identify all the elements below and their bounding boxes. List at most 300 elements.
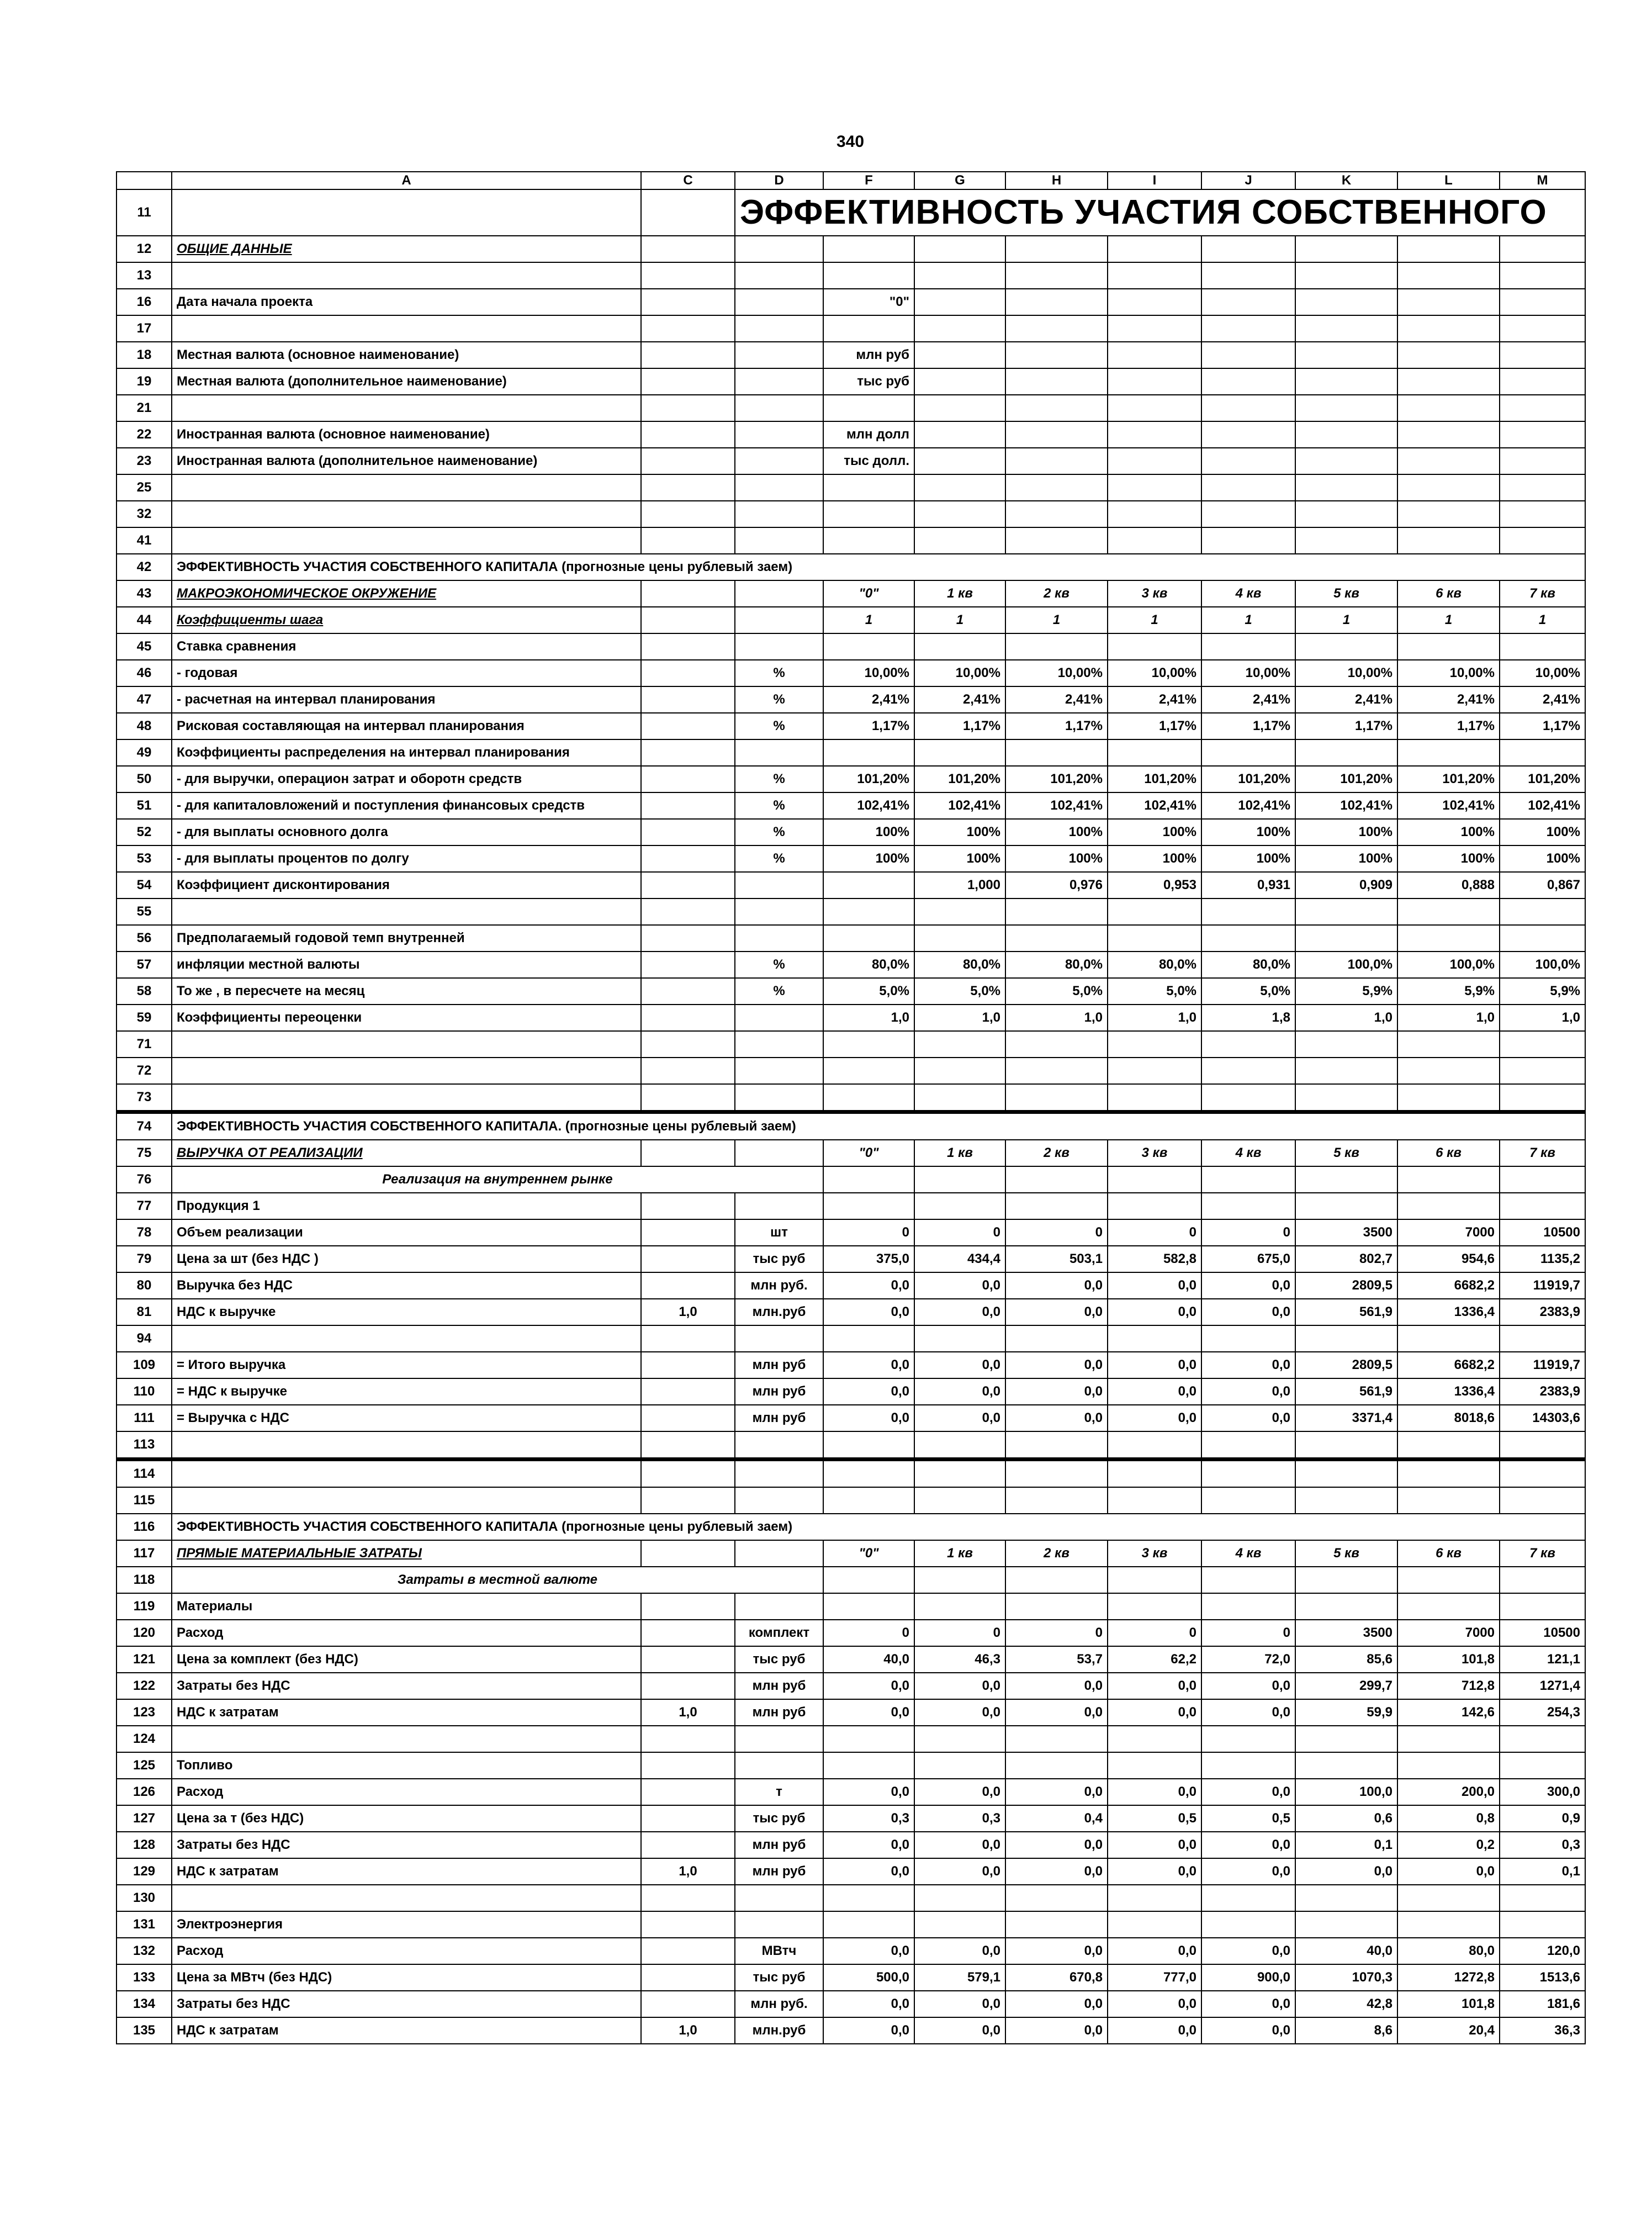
cell-d[interactable]: %: [735, 766, 823, 792]
cell-value[interactable]: [823, 1567, 914, 1593]
period-header[interactable]: 2 кв: [1005, 1540, 1108, 1567]
cell-value[interactable]: [1108, 501, 1201, 527]
cell-value[interactable]: 712,8: [1397, 1673, 1500, 1699]
cell-value[interactable]: 0,0: [1201, 1405, 1295, 1431]
cell-value[interactable]: 101,20%: [823, 766, 914, 792]
cell-value[interactable]: 0,0: [1005, 1832, 1108, 1858]
row-number[interactable]: 94: [117, 1325, 172, 1352]
cell-c[interactable]: [641, 1964, 735, 1991]
cell-value[interactable]: [1500, 501, 1585, 527]
cell-value[interactable]: 7000: [1397, 1219, 1500, 1246]
cell-value[interactable]: [1005, 1431, 1108, 1460]
cell-value[interactable]: [823, 633, 914, 660]
cell-value[interactable]: [1201, 474, 1295, 501]
cell-value[interactable]: 10500: [1500, 1219, 1585, 1246]
cell-value[interactable]: 500,0: [823, 1964, 914, 1991]
cell-a[interactable]: То же , в пересчете на месяц: [172, 978, 641, 1005]
cell-value[interactable]: 0,6: [1295, 1805, 1397, 1832]
cell-value[interactable]: [1201, 633, 1295, 660]
column-header-c[interactable]: C: [641, 172, 735, 189]
cell-d[interactable]: [735, 1885, 823, 1911]
cell-f[interactable]: тыс долл.: [823, 448, 914, 474]
cell-value[interactable]: [1005, 925, 1108, 952]
cell-a[interactable]: инфляции местной валюты: [172, 952, 641, 978]
row-number[interactable]: 130: [117, 1885, 172, 1911]
cell-c[interactable]: 1,0: [641, 1299, 735, 1325]
row-number[interactable]: 75: [117, 1140, 172, 1166]
cell-value[interactable]: [1005, 1752, 1108, 1779]
cell-value[interactable]: [914, 898, 1005, 925]
row-number[interactable]: 81: [117, 1299, 172, 1325]
cell-value[interactable]: 0,0: [1108, 1299, 1201, 1325]
cell-d[interactable]: МВтч: [735, 1938, 823, 1964]
cell-value[interactable]: [1500, 1058, 1585, 1084]
cell-a[interactable]: Коэффициенты распределения на интервал планирования: [172, 739, 641, 766]
cell-a[interactable]: НДС к выручке: [172, 1299, 641, 1325]
column-header-h[interactable]: H: [1005, 172, 1108, 189]
cell-value[interactable]: [1295, 527, 1397, 554]
cell-c[interactable]: [641, 1646, 735, 1673]
cell-a[interactable]: НДС к затратам: [172, 1699, 641, 1726]
cell-value[interactable]: [1397, 315, 1500, 342]
cell-c[interactable]: [641, 1673, 735, 1699]
cell-value[interactable]: 0: [1108, 1219, 1201, 1246]
column-header-d[interactable]: D: [735, 172, 823, 189]
cell-a[interactable]: Выручка без НДС: [172, 1272, 641, 1299]
cell-value[interactable]: [1295, 1911, 1397, 1938]
row-number[interactable]: 116: [117, 1514, 172, 1540]
cell-d[interactable]: [735, 421, 823, 448]
cell-value[interactable]: [1500, 236, 1585, 262]
cell-value[interactable]: 1,17%: [914, 713, 1005, 739]
period-header[interactable]: 5 кв: [1295, 1140, 1397, 1166]
cell-value[interactable]: 20,4: [1397, 2017, 1500, 2044]
period-header[interactable]: 6 кв: [1397, 1540, 1500, 1567]
column-header-i[interactable]: I: [1108, 172, 1201, 189]
row-number[interactable]: 135: [117, 2017, 172, 2044]
cell-value[interactable]: [1397, 448, 1500, 474]
cell-value[interactable]: 3500: [1295, 1219, 1397, 1246]
cell-value[interactable]: [914, 474, 1005, 501]
cell-value[interactable]: 5,0%: [1108, 978, 1201, 1005]
cell-value[interactable]: 100%: [1500, 819, 1585, 845]
cell-value[interactable]: [1397, 1031, 1500, 1058]
cell-value[interactable]: [1500, 1460, 1585, 1488]
section-title[interactable]: ЭФФЕКТИВНОСТЬ УЧАСТИЯ СОБСТВЕННОГО КАПИТАЛА. (прогнозные цены рублевый заем): [172, 1112, 1585, 1140]
cell-value[interactable]: [1295, 395, 1397, 421]
cell-value[interactable]: [1397, 1058, 1500, 1084]
row-number[interactable]: 76: [117, 1166, 172, 1193]
cell-a[interactable]: [172, 898, 641, 925]
cell-value[interactable]: [1397, 1752, 1500, 1779]
cell-d[interactable]: млн руб: [735, 1378, 823, 1405]
column-header-g[interactable]: G: [914, 172, 1005, 189]
cell-c[interactable]: [641, 1140, 735, 1166]
row-number[interactable]: 110: [117, 1378, 172, 1405]
cell-value[interactable]: 101,8: [1397, 1646, 1500, 1673]
cell-value[interactable]: [1500, 527, 1585, 554]
cell-c[interactable]: [641, 527, 735, 554]
cell-c[interactable]: [641, 342, 735, 368]
cell-c[interactable]: [641, 819, 735, 845]
row-number[interactable]: 123: [117, 1699, 172, 1726]
cell-value[interactable]: [1500, 1726, 1585, 1752]
row-number[interactable]: 55: [117, 898, 172, 925]
cell-value[interactable]: 3371,4: [1295, 1405, 1397, 1431]
cell-value[interactable]: [823, 236, 914, 262]
cell-value[interactable]: [1005, 501, 1108, 527]
cell-value[interactable]: [1201, 1058, 1295, 1084]
cell-value[interactable]: [1201, 421, 1295, 448]
cell-value[interactable]: [1005, 1460, 1108, 1488]
cell-c[interactable]: [641, 1460, 735, 1488]
cell-c[interactable]: [641, 1593, 735, 1620]
cell-value[interactable]: [1500, 315, 1585, 342]
cell-value[interactable]: [1201, 1193, 1295, 1219]
cell-value[interactable]: [1005, 1193, 1108, 1219]
cell-value[interactable]: 101,20%: [1397, 766, 1500, 792]
cell-value[interactable]: [823, 1166, 914, 1193]
row-number[interactable]: 19: [117, 368, 172, 395]
row-number[interactable]: 16: [117, 289, 172, 315]
cell-a[interactable]: Цена за комплект (без НДС): [172, 1646, 641, 1673]
row-number[interactable]: 41: [117, 527, 172, 554]
row-number[interactable]: 73: [117, 1084, 172, 1112]
cell-value[interactable]: 1,0: [1108, 1005, 1201, 1031]
cell-c[interactable]: [641, 1378, 735, 1405]
cell-value[interactable]: [823, 925, 914, 952]
cell-value[interactable]: [1295, 501, 1397, 527]
period-header[interactable]: 1: [823, 607, 914, 633]
cell-value[interactable]: 0,0: [914, 1858, 1005, 1885]
cell-c[interactable]: [641, 952, 735, 978]
cell-value[interactable]: 0: [1201, 1219, 1295, 1246]
cell-value[interactable]: 0,0: [1005, 1299, 1108, 1325]
period-header[interactable]: 4 кв: [1201, 1540, 1295, 1567]
cell-d[interactable]: [735, 1193, 823, 1219]
cell-value[interactable]: [823, 739, 914, 766]
cell-value[interactable]: 100,0%: [1397, 952, 1500, 978]
cell-value[interactable]: 0,0: [1108, 1378, 1201, 1405]
cell-value[interactable]: 0,0: [1108, 1673, 1201, 1699]
cell-value[interactable]: 2,41%: [1005, 686, 1108, 713]
cell-d[interactable]: %: [735, 713, 823, 739]
cell-d[interactable]: млн.руб: [735, 1299, 823, 1325]
cell-a[interactable]: - для выплаты процентов по долгу: [172, 845, 641, 872]
cell-value[interactable]: 62,2: [1108, 1646, 1201, 1673]
cell-value[interactable]: [1108, 1193, 1201, 1219]
cell-value[interactable]: 142,6: [1397, 1699, 1500, 1726]
cell-value[interactable]: 80,0%: [1005, 952, 1108, 978]
cell-d[interactable]: шт: [735, 1219, 823, 1246]
cell-value[interactable]: 2,41%: [1201, 686, 1295, 713]
period-header[interactable]: 4 кв: [1201, 1140, 1295, 1166]
cell-value[interactable]: [914, 633, 1005, 660]
cell-f[interactable]: млн руб: [823, 342, 914, 368]
cell-a[interactable]: Материалы: [172, 1593, 641, 1620]
cell-c[interactable]: [641, 1620, 735, 1646]
cell-value[interactable]: 2,41%: [1397, 686, 1500, 713]
cell-value[interactable]: 0,0: [1201, 1299, 1295, 1325]
cell-value[interactable]: 0,0: [914, 1938, 1005, 1964]
row-number[interactable]: 22: [117, 421, 172, 448]
cell-value[interactable]: [1005, 1911, 1108, 1938]
cell-value[interactable]: [1397, 262, 1500, 289]
cell-value[interactable]: [1295, 1031, 1397, 1058]
cell-value[interactable]: 0,0: [1397, 1858, 1500, 1885]
cell-d[interactable]: [735, 1752, 823, 1779]
cell-d[interactable]: млн руб: [735, 1405, 823, 1431]
cell-value[interactable]: 10,00%: [914, 660, 1005, 686]
cell-d[interactable]: [735, 342, 823, 368]
cell-value[interactable]: 100%: [1201, 845, 1295, 872]
cell-a[interactable]: [172, 262, 641, 289]
column-header-j[interactable]: J: [1201, 172, 1295, 189]
cell-a[interactable]: НДС к затратам: [172, 1858, 641, 1885]
cell-d[interactable]: [735, 315, 823, 342]
cell-value[interactable]: 0,0: [1005, 1938, 1108, 1964]
cell-value[interactable]: 11919,7: [1500, 1352, 1585, 1378]
cell-value[interactable]: 10500: [1500, 1620, 1585, 1646]
cell-value[interactable]: 100%: [914, 845, 1005, 872]
cell-value[interactable]: 0,0: [1005, 2017, 1108, 2044]
cell-value[interactable]: [1397, 395, 1500, 421]
cell-value[interactable]: 101,20%: [1500, 766, 1585, 792]
cell-value[interactable]: 0,0: [1201, 1938, 1295, 1964]
cell-value[interactable]: [823, 1752, 914, 1779]
cell-value[interactable]: [914, 1460, 1005, 1488]
cell-a[interactable]: Иностранная валюта (дополнительное наименование): [172, 448, 641, 474]
column-header-m[interactable]: M: [1500, 172, 1585, 189]
cell-value[interactable]: 1,17%: [1500, 713, 1585, 739]
cell-value[interactable]: [1201, 1567, 1295, 1593]
cell-a[interactable]: Продукция 1: [172, 1193, 641, 1219]
cell-value[interactable]: [1295, 1752, 1397, 1779]
row-number[interactable]: 79: [117, 1246, 172, 1272]
cell-value[interactable]: 102,41%: [1500, 792, 1585, 819]
cell-value[interactable]: 0,0: [1108, 1405, 1201, 1431]
cell-value[interactable]: [1201, 315, 1295, 342]
cell-value[interactable]: 80,0%: [914, 952, 1005, 978]
cell-a[interactable]: [172, 1031, 641, 1058]
cell-value[interactable]: 802,7: [1295, 1246, 1397, 1272]
cell-value[interactable]: 434,4: [914, 1246, 1005, 1272]
cell-a[interactable]: = Итого выручка: [172, 1352, 641, 1378]
cell-value[interactable]: 181,6: [1500, 1991, 1585, 2017]
cell-value[interactable]: 0,0: [823, 1938, 914, 1964]
cell-value[interactable]: [1108, 474, 1201, 501]
cell-value[interactable]: [1005, 1567, 1108, 1593]
cell-a[interactable]: [172, 527, 641, 554]
cell-a[interactable]: [172, 1325, 641, 1352]
cell-value[interactable]: [1005, 368, 1108, 395]
cell-value[interactable]: [1201, 1726, 1295, 1752]
column-header-k[interactable]: K: [1295, 172, 1397, 189]
cell-value[interactable]: [823, 1460, 914, 1488]
cell-value[interactable]: [1201, 395, 1295, 421]
cell-value[interactable]: 0,0: [914, 1673, 1005, 1699]
cell-value[interactable]: [1108, 1567, 1201, 1593]
cell-d[interactable]: [735, 1431, 823, 1460]
row-number[interactable]: 111: [117, 1405, 172, 1431]
cell-c[interactable]: [641, 448, 735, 474]
cell-c[interactable]: [641, 1911, 735, 1938]
cell-value[interactable]: 675,0: [1201, 1246, 1295, 1272]
cell-d[interactable]: [735, 1084, 823, 1112]
cell-value[interactable]: 0,0: [823, 1405, 914, 1431]
cell-value[interactable]: [1295, 1431, 1397, 1460]
cell-a[interactable]: Затраты без НДС: [172, 1673, 641, 1699]
cell-a[interactable]: ВЫРУЧКА ОТ РЕАЛИЗАЦИИ: [172, 1140, 641, 1166]
cell-a[interactable]: Расход: [172, 1620, 641, 1646]
cell-value[interactable]: [1005, 1058, 1108, 1084]
cell-value[interactable]: 0: [1201, 1620, 1295, 1646]
cell-value[interactable]: 100,0%: [1295, 952, 1397, 978]
cell-value[interactable]: 0,8: [1397, 1805, 1500, 1832]
cell-c[interactable]: [641, 189, 735, 236]
cell-value[interactable]: [1500, 633, 1585, 660]
cell-d[interactable]: тыс руб: [735, 1964, 823, 1991]
cell-value[interactable]: [1005, 342, 1108, 368]
cell-value[interactable]: [1500, 262, 1585, 289]
cell-value[interactable]: [914, 342, 1005, 368]
cell-a[interactable]: Объем реализации: [172, 1219, 641, 1246]
cell-value[interactable]: 6682,2: [1397, 1352, 1500, 1378]
cell-value[interactable]: 0,909: [1295, 872, 1397, 898]
cell-d[interactable]: [735, 925, 823, 952]
cell-value[interactable]: [1005, 289, 1108, 315]
cell-value[interactable]: [1397, 1726, 1500, 1752]
cell-value[interactable]: 101,20%: [1005, 766, 1108, 792]
cell-value[interactable]: [1201, 289, 1295, 315]
cell-value[interactable]: 0,0: [1005, 1352, 1108, 1378]
cell-value[interactable]: [1005, 1084, 1108, 1112]
cell-d[interactable]: %: [735, 819, 823, 845]
period-header[interactable]: 6 кв: [1397, 1140, 1500, 1166]
cell-value[interactable]: [1201, 236, 1295, 262]
cell-value[interactable]: 0,0: [1005, 1378, 1108, 1405]
cell-d[interactable]: [735, 1593, 823, 1620]
row-number[interactable]: 114: [117, 1460, 172, 1488]
cell-value[interactable]: 100%: [1108, 845, 1201, 872]
cell-value[interactable]: [1500, 1911, 1585, 1938]
cell-value[interactable]: [914, 1193, 1005, 1219]
cell-value[interactable]: 0,0: [1005, 1405, 1108, 1431]
cell-a[interactable]: - для выручки, операцион затрат и оборотн средств: [172, 766, 641, 792]
cell-d[interactable]: [735, 1140, 823, 1166]
cell-value[interactable]: 72,0: [1201, 1646, 1295, 1673]
cell-value[interactable]: 101,20%: [1108, 766, 1201, 792]
cell-value[interactable]: [1500, 342, 1585, 368]
cell-value[interactable]: [1108, 739, 1201, 766]
cell-value[interactable]: 0,0: [1201, 1779, 1295, 1805]
cell-value[interactable]: 1,17%: [1295, 713, 1397, 739]
row-number[interactable]: 129: [117, 1858, 172, 1885]
cell-d[interactable]: [735, 607, 823, 633]
cell-value[interactable]: [823, 1325, 914, 1352]
cell-value[interactable]: 375,0: [823, 1246, 914, 1272]
column-header-a[interactable]: A: [172, 172, 641, 189]
cell-value[interactable]: [1295, 342, 1397, 368]
cell-value[interactable]: 0,0: [914, 1299, 1005, 1325]
cell-value[interactable]: [1201, 1431, 1295, 1460]
cell-value[interactable]: 80,0: [1397, 1938, 1500, 1964]
cell-c[interactable]: [641, 395, 735, 421]
row-number[interactable]: 32: [117, 501, 172, 527]
period-header[interactable]: 7 кв: [1500, 1540, 1585, 1567]
cell-value[interactable]: [1295, 1166, 1397, 1193]
cell-d[interactable]: [735, 395, 823, 421]
cell-value[interactable]: 0,0: [1201, 2017, 1295, 2044]
cell-d[interactable]: [735, 262, 823, 289]
cell-value[interactable]: 2,41%: [914, 686, 1005, 713]
cell-value[interactable]: 0,0: [1201, 1352, 1295, 1378]
cell-a[interactable]: НДС к затратам: [172, 2017, 641, 2044]
cell-value[interactable]: [1397, 474, 1500, 501]
cell-value[interactable]: [1108, 1460, 1201, 1488]
cell-value[interactable]: 59,9: [1295, 1699, 1397, 1726]
cell-value[interactable]: [1500, 368, 1585, 395]
row-number[interactable]: 25: [117, 474, 172, 501]
cell-value[interactable]: [914, 395, 1005, 421]
cell-value[interactable]: 100%: [823, 845, 914, 872]
row-number[interactable]: 128: [117, 1832, 172, 1858]
cell-value[interactable]: 0,0: [1201, 1858, 1295, 1885]
cell-d[interactable]: млн руб: [735, 1673, 823, 1699]
cell-d[interactable]: [735, 236, 823, 262]
cell-value[interactable]: [1005, 1885, 1108, 1911]
cell-c[interactable]: [641, 1405, 735, 1431]
period-header[interactable]: 2 кв: [1005, 580, 1108, 607]
cell-value[interactable]: [914, 1325, 1005, 1352]
cell-value[interactable]: [1500, 1593, 1585, 1620]
cell-value[interactable]: [1500, 1031, 1585, 1058]
cell-value[interactable]: 120,0: [1500, 1938, 1585, 1964]
row-number[interactable]: 127: [117, 1805, 172, 1832]
cell-c[interactable]: [641, 1325, 735, 1352]
cell-value[interactable]: [1005, 315, 1108, 342]
period-header[interactable]: "0": [823, 1140, 914, 1166]
cell-value[interactable]: [1295, 633, 1397, 660]
cell-value[interactable]: [1201, 1166, 1295, 1193]
cell-value[interactable]: 0,5: [1201, 1805, 1295, 1832]
cell-value[interactable]: [1005, 395, 1108, 421]
cell-d[interactable]: [735, 1726, 823, 1752]
cell-value[interactable]: 10,00%: [1295, 660, 1397, 686]
cell-value[interactable]: 0,3: [1500, 1832, 1585, 1858]
cell-value[interactable]: [1108, 527, 1201, 554]
cell-value[interactable]: [1108, 1752, 1201, 1779]
cell-d[interactable]: [735, 898, 823, 925]
cell-value[interactable]: 0,0: [1201, 1378, 1295, 1405]
cell-value[interactable]: 10,00%: [1108, 660, 1201, 686]
cell-value[interactable]: [823, 1487, 914, 1514]
cell-value[interactable]: [914, 1031, 1005, 1058]
cell-value[interactable]: [1397, 1166, 1500, 1193]
column-header-f[interactable]: F: [823, 172, 914, 189]
row-number[interactable]: 77: [117, 1193, 172, 1219]
cell-d[interactable]: млн руб.: [735, 1991, 823, 2017]
cell-value[interactable]: 1271,4: [1500, 1673, 1585, 1699]
cell-c[interactable]: [641, 1246, 735, 1272]
cell-value[interactable]: 0,0: [914, 1272, 1005, 1299]
cell-a[interactable]: [172, 1726, 641, 1752]
cell-value[interactable]: [1108, 421, 1201, 448]
cell-c[interactable]: [641, 236, 735, 262]
cell-value[interactable]: [1397, 1193, 1500, 1219]
cell-c[interactable]: [641, 713, 735, 739]
row-number[interactable]: 115: [117, 1487, 172, 1514]
